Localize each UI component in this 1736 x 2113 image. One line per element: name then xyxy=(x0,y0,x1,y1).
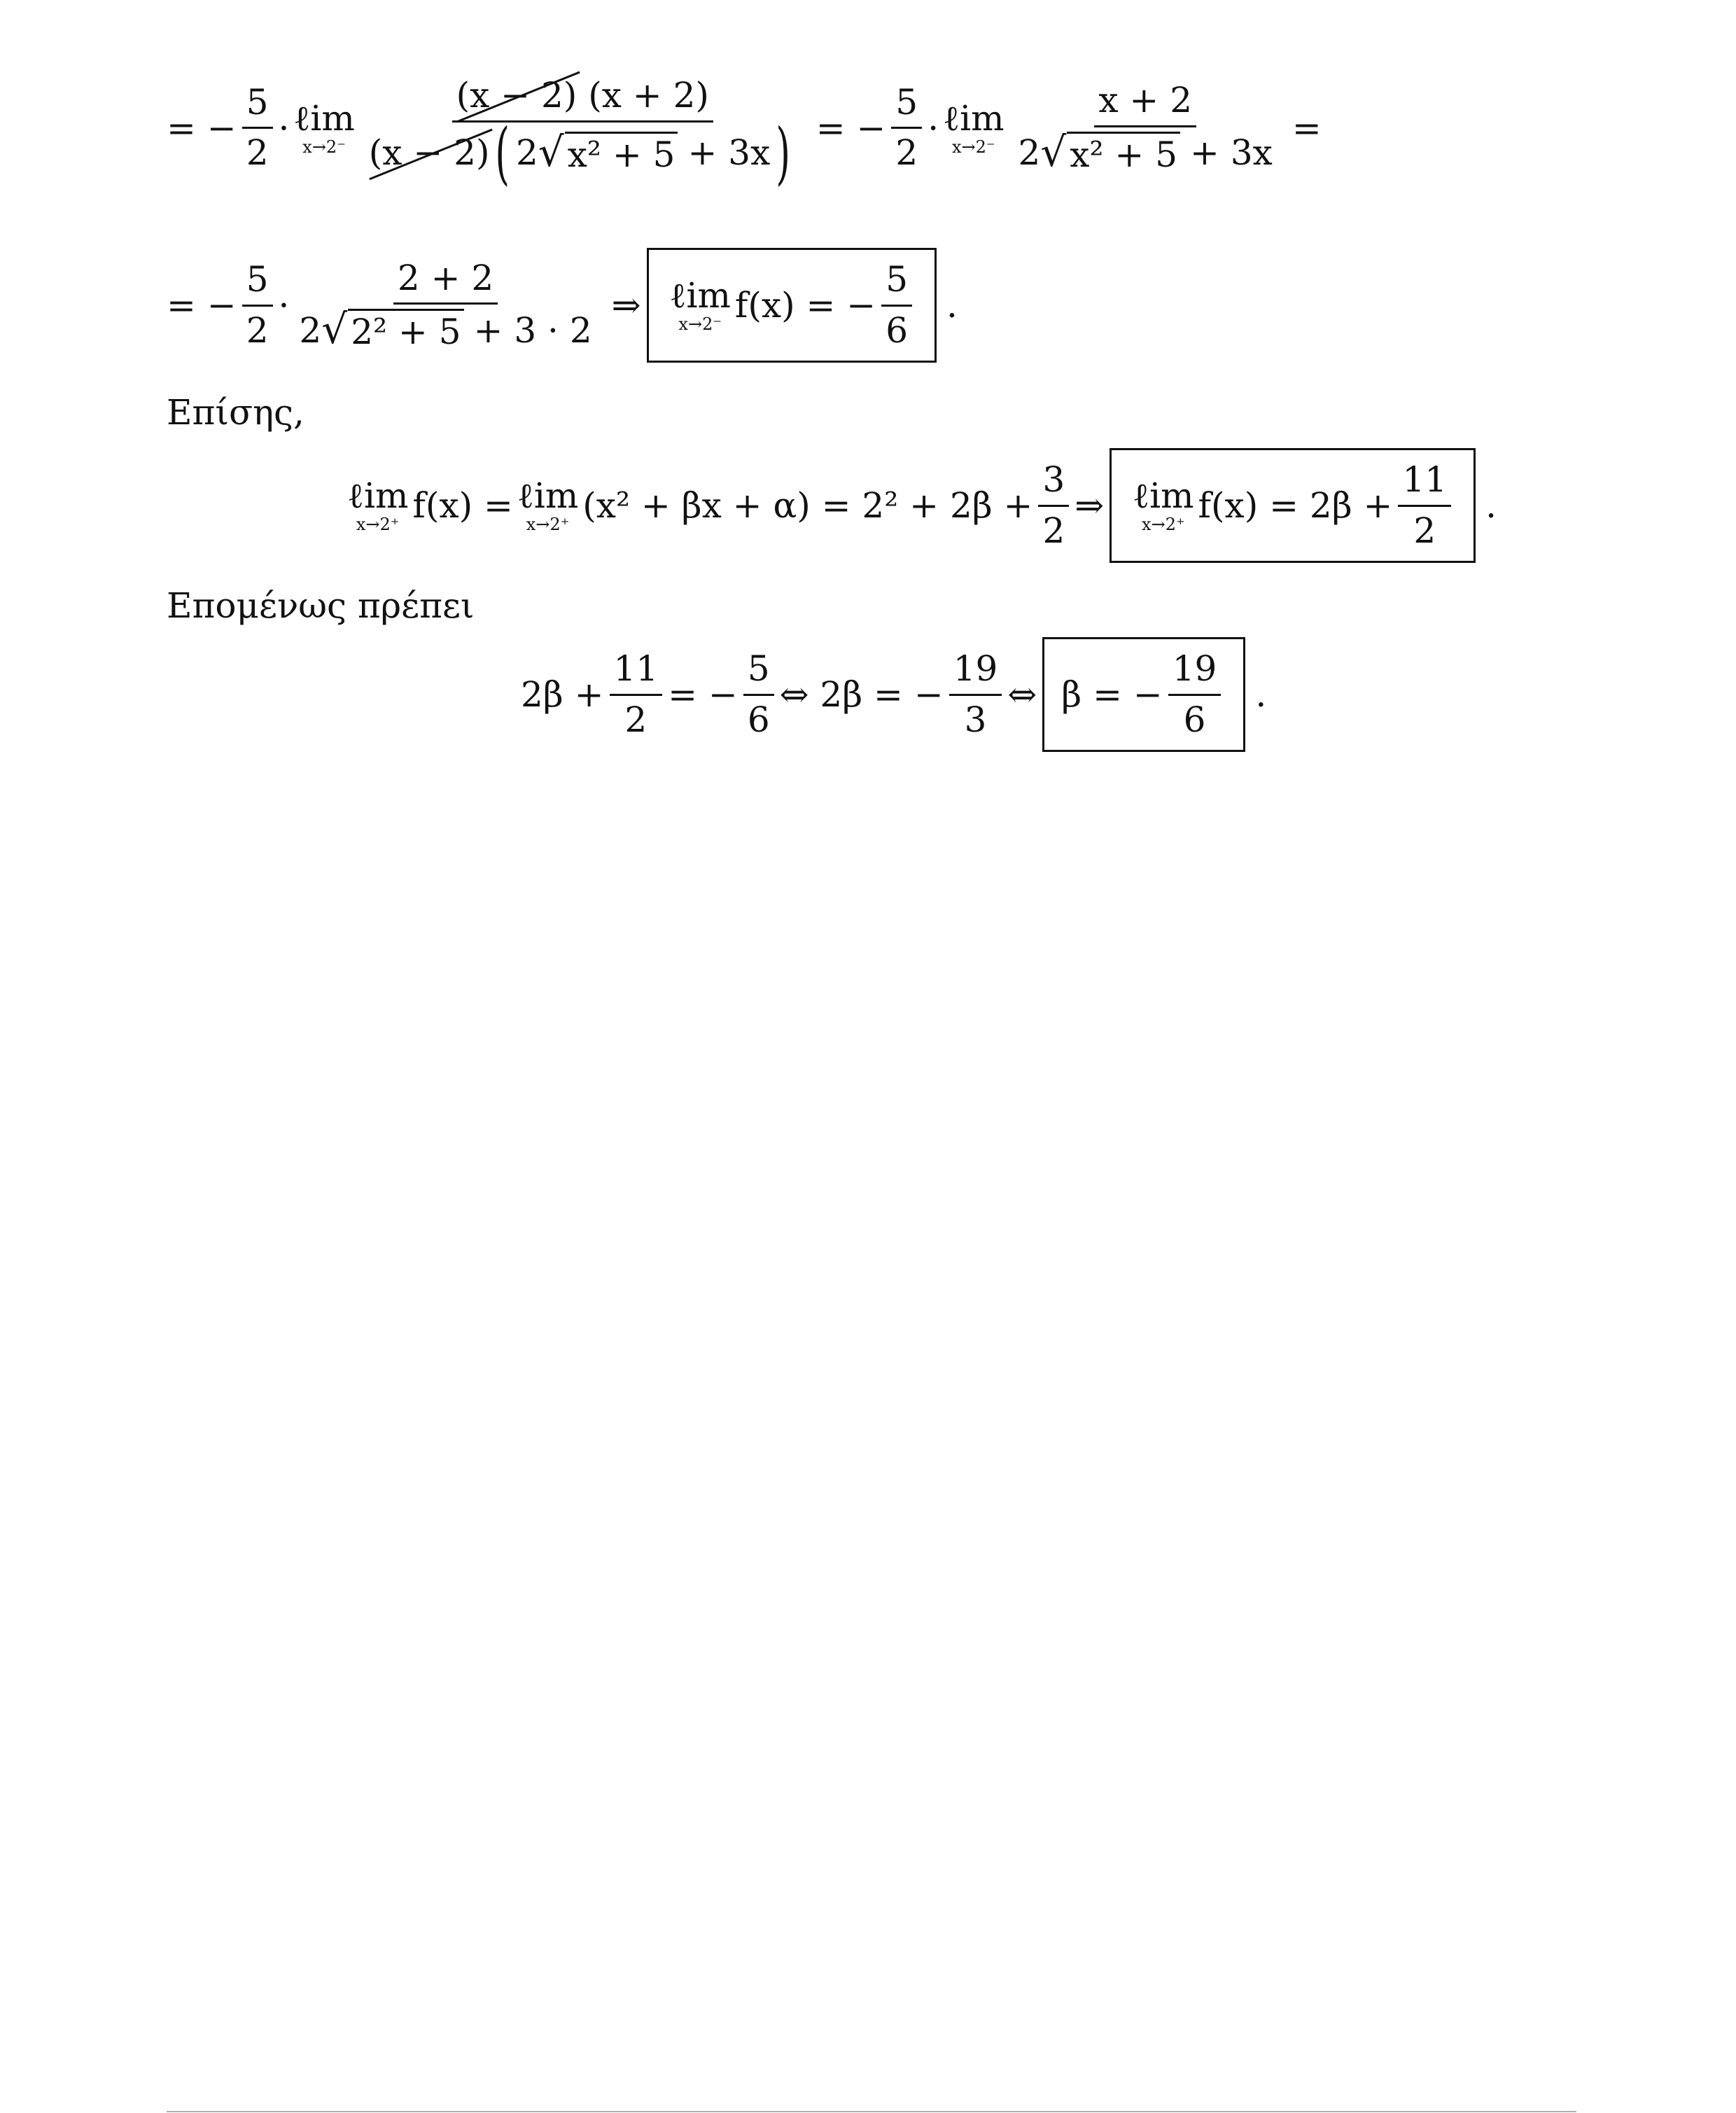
equation-line-4: 2β + $\frac{11}{2}$ = − $\frac{5}{6}$ ⇔ 2β = − $\frac{19}{3}$ ⇔ β = − $\frac{19}{6}$ . xyxy=(521,637,1266,752)
fraction-5-over-6: $\frac{5}{6}$ xyxy=(881,260,912,351)
text-episis: Επίσης, xyxy=(167,392,304,433)
period: . xyxy=(1485,485,1497,526)
limit-operator: ℓim x→2⁺ xyxy=(1133,475,1194,534)
fraction-5-over-2: $\frac{5}{2}$ xyxy=(242,260,273,351)
square-root: √ x² + 5 xyxy=(538,132,678,176)
square-root: √ 2² + 5 xyxy=(321,309,463,353)
eq-minus: = − xyxy=(167,107,237,148)
fraction-3-over-2: $\frac{3}{2}$ xyxy=(1038,460,1069,551)
fraction-5-over-2: $\frac{5}{2}$ xyxy=(242,83,273,174)
footer-divider xyxy=(167,2111,1576,2112)
fraction-5-over-2: $\frac{5}{2}$ xyxy=(891,83,922,174)
implies-arrow: ⇒ xyxy=(611,285,641,326)
fraction-11-over-2: $\frac{11}{2}$ xyxy=(1398,460,1451,551)
limit-operator: ℓim x→2⁺ xyxy=(517,475,579,534)
limit-operator: ℓim x→2⁻ xyxy=(293,97,355,157)
equation-line-2 xyxy=(167,248,958,363)
fraction-evaluated: 2 + 2 2 √ 2² + 5 + 3 · 2 xyxy=(299,257,592,353)
eq-minus: = − xyxy=(668,674,738,715)
eq-end: = xyxy=(1292,107,1322,148)
limit-operator: ℓim x→2⁺ xyxy=(347,475,409,534)
period: . xyxy=(1255,674,1267,715)
right-limit-expression: (x² + βx + α) = 2² + 2β + xyxy=(582,485,1033,526)
dot-operator: · xyxy=(278,285,290,326)
boxed-result-left-limit: ℓim x→2⁻ f(x) = − $\frac{5}{6}$ xyxy=(647,248,937,363)
text-epomenos: Επομένως πρέπει xyxy=(167,585,475,626)
fraction-11-over-2: $\frac{11}{2}$ xyxy=(610,649,663,740)
fraction-cancelled: (x − 2) (x + 2) (x − 2) ( 2 √ x² + 5 + 3x ) xyxy=(368,75,791,193)
eq-minus: = − xyxy=(816,107,886,148)
dot-operator: · xyxy=(927,107,939,148)
fraction-5-over-6: $\frac{5}{6}$ xyxy=(743,649,774,740)
boxed-result-right-limit: ℓim x→2⁺ f(x) = 2β + $\frac{11}{2}$ xyxy=(1110,448,1476,563)
equation-line-1 xyxy=(167,75,1322,193)
equation-line-3: ℓim x→2⁺ f(x) = ℓim x→2⁺ (x² + βx + α) = 2² + 2β + $\frac{3}{2}$ ⇒ ℓim x→2⁺ f(x) = 2β + $\frac{11}{2}$ . xyxy=(343,448,1497,563)
limit-operator: ℓim x→2⁻ xyxy=(943,97,1004,157)
cancelled-factor: (x − 2) xyxy=(456,75,578,116)
fraction-19-over-6: $\frac{19}{6}$ xyxy=(1168,649,1222,740)
cancelled-factor: (x − 2) xyxy=(368,132,490,174)
square-root: √ x² + 5 xyxy=(1040,132,1180,176)
eq-minus: = − xyxy=(167,285,237,326)
limit-operator: ℓim x→2⁻ xyxy=(669,275,731,334)
iff-step-1: ⇔ 2β = − xyxy=(779,674,944,715)
implies-arrow: ⇒ xyxy=(1074,485,1105,526)
dot-operator: · xyxy=(278,107,290,148)
boxed-result-beta: β = − $\frac{19}{6}$ xyxy=(1042,637,1245,752)
period: . xyxy=(946,285,958,326)
fraction-19-over-3: $\frac{19}{3}$ xyxy=(949,649,1002,740)
fraction-simplified: x + 2 2 √ x² + 5 + 3x xyxy=(1018,80,1273,176)
iff-arrow: ⇔ xyxy=(1007,674,1037,715)
